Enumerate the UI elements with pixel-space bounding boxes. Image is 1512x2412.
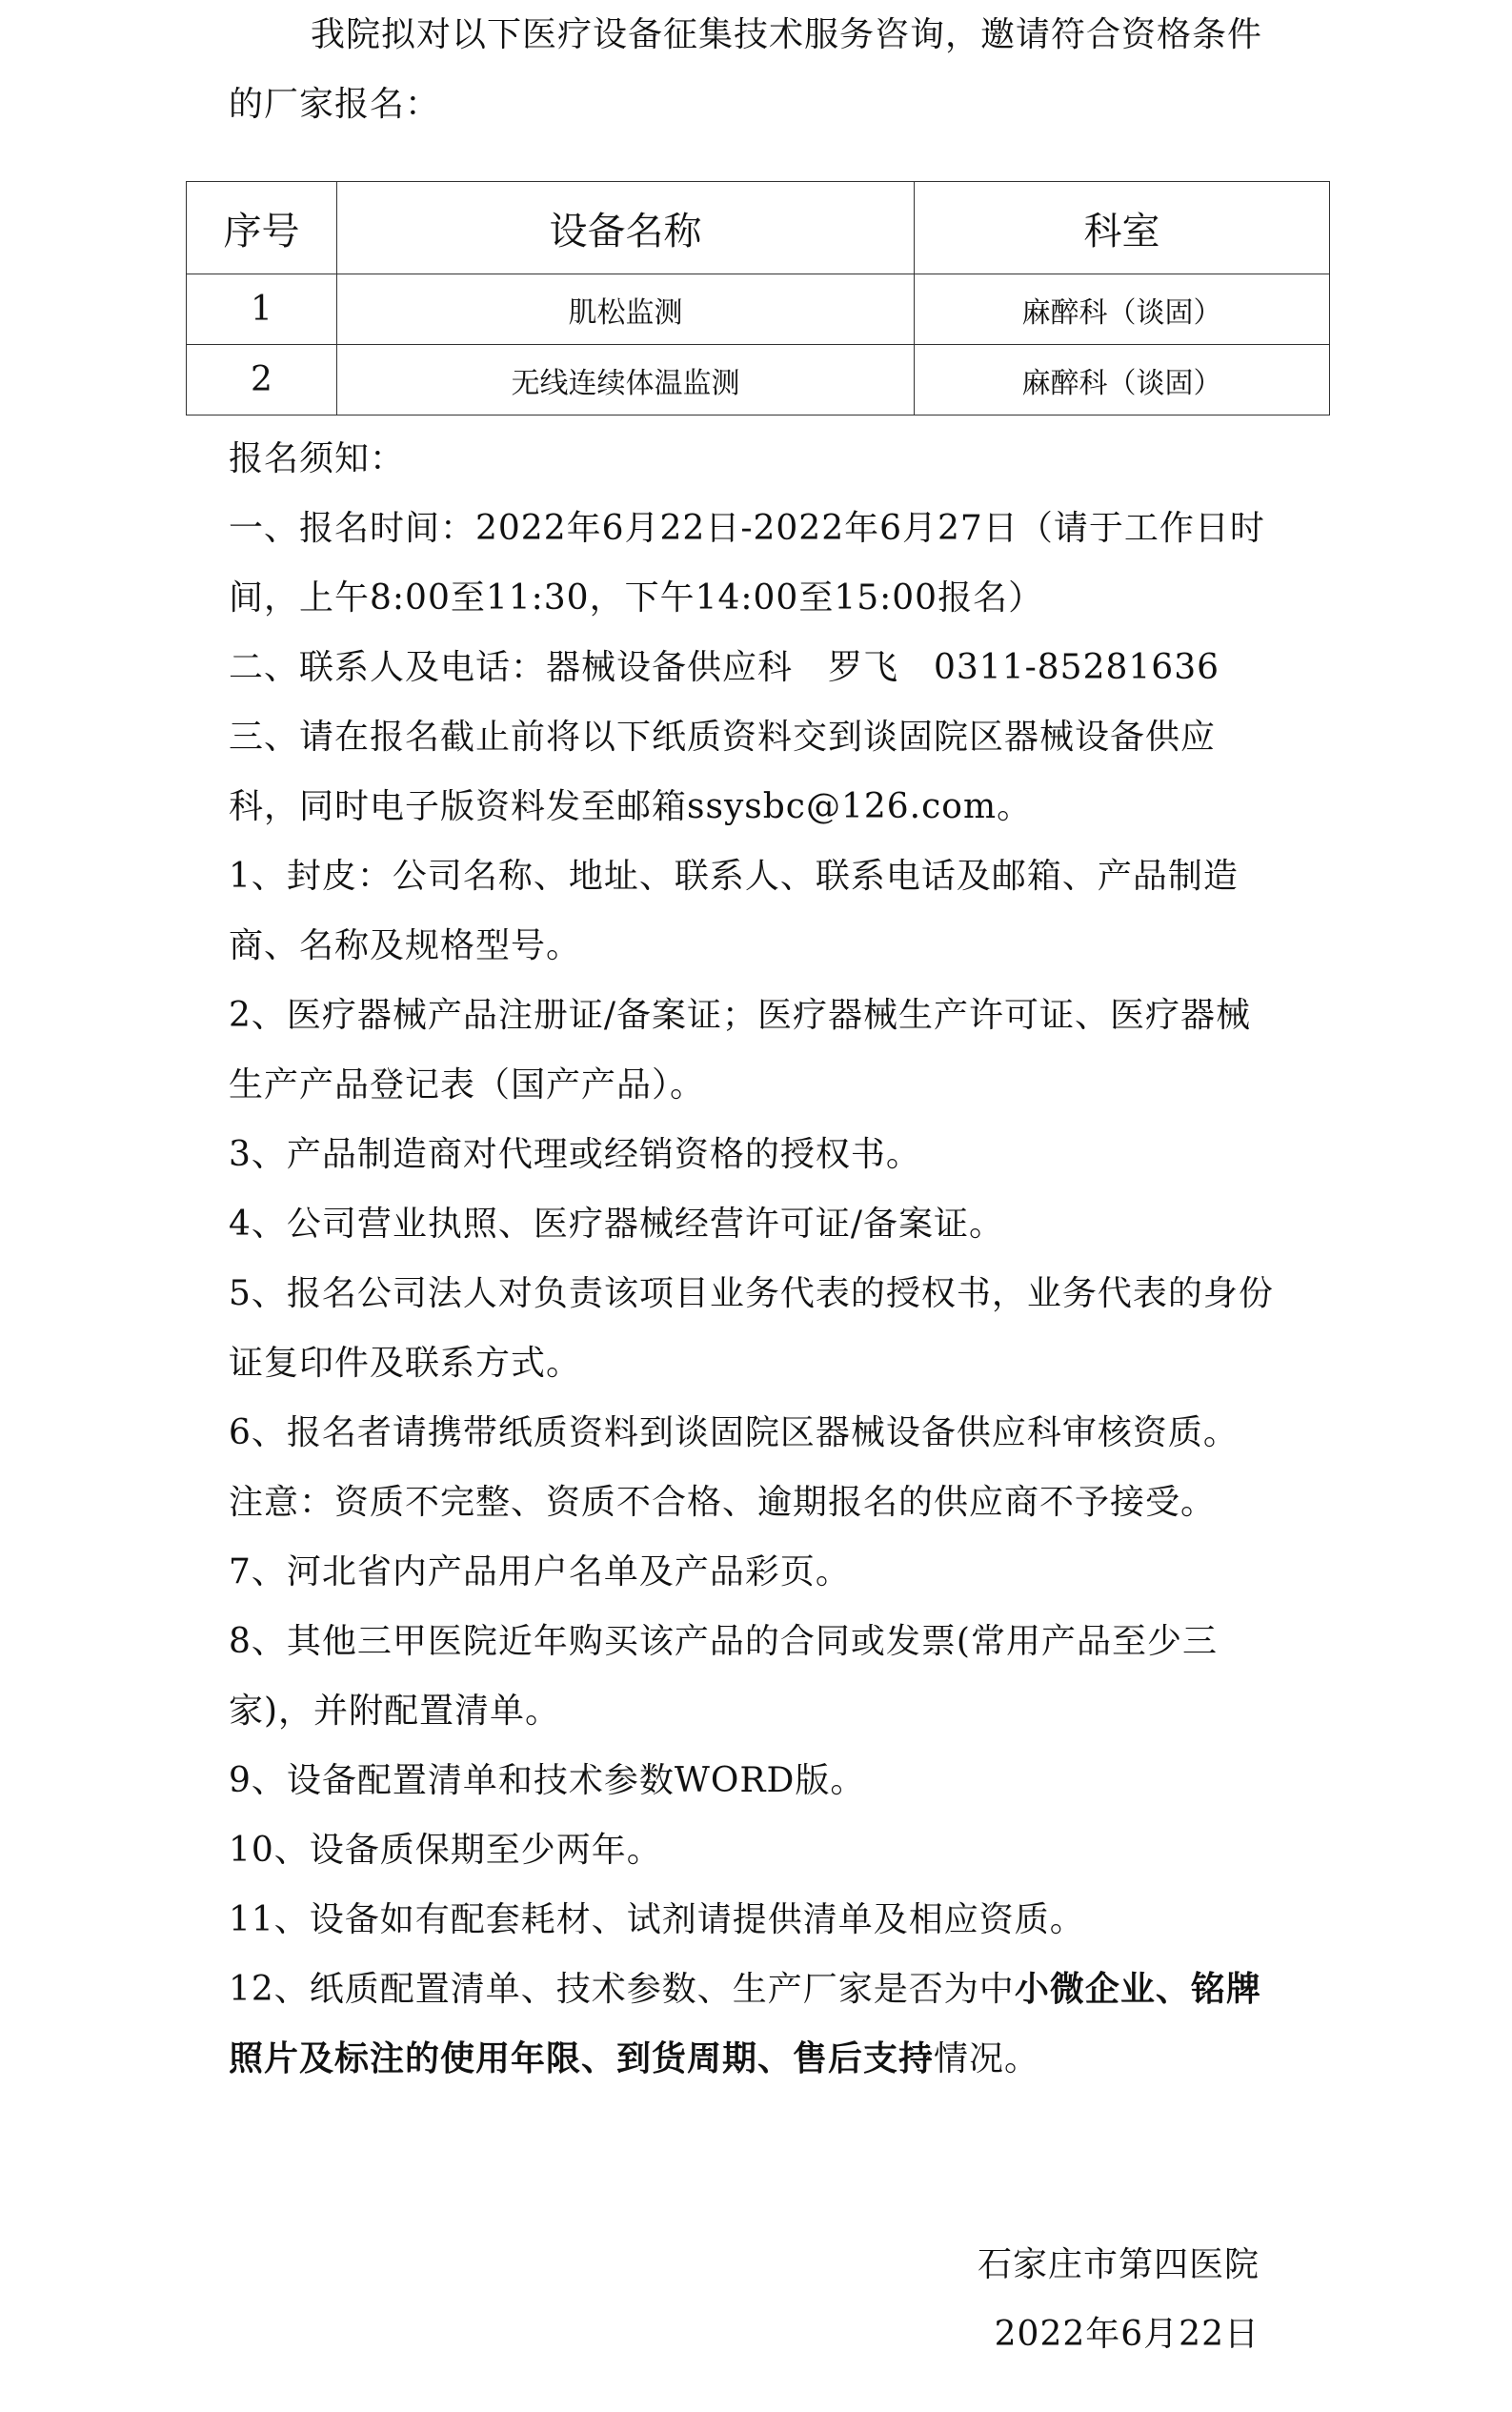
header-department: 科室 bbox=[915, 182, 1330, 274]
header-equipment-name: 设备名称 bbox=[337, 182, 915, 274]
equipment-table bbox=[186, 181, 1330, 416]
notice-item-9: 9、设备配置清单和技术参数WORD版。 bbox=[229, 1761, 866, 1800]
notice-item-11: 11、设备如有配套耗材、试剂请提供清单及相应资质。 bbox=[229, 1900, 1085, 1939]
notice-heading: 报名须知： bbox=[229, 439, 406, 478]
notice-note: 注意：资质不完整、资质不合格、逾期报名的供应商不予接受。 bbox=[229, 1483, 1217, 1522]
notice-item-8: 8、其他三甲医院近年购买该产品的合同或发票(常用产品至少三家)，并附配置清单。 bbox=[229, 1622, 1218, 1731]
notice-item-time: 一、报名时间：2022年6月22日-2022年6月27日（请于工作日时间，上午8:00至11:30，下午14:00至15:00报名） bbox=[229, 509, 1265, 618]
row-serial: 2 bbox=[187, 345, 337, 416]
intro-paragraph: 我院拟对以下医疗设备征集技术服务咨询，邀请符合资格条件的厂家报名： bbox=[229, 15, 1263, 124]
row-department: 麻醉科（谈固） bbox=[915, 274, 1330, 345]
notice-item-1: 1、封皮：公司名称、地址、联系人、联系电话及邮箱、产品制造商、名称及规格型号。 bbox=[229, 857, 1239, 965]
notice-item-4: 4、公司营业执照、医疗器械经营许可证/备案证。 bbox=[229, 1205, 1005, 1244]
table-row bbox=[187, 274, 1330, 345]
table-header-row bbox=[187, 182, 1330, 274]
row-serial: 1 bbox=[187, 274, 337, 345]
notice-item-6: 6、报名者请携带纸质资料到谈固院区器械设备供应科审核资质。 bbox=[229, 1413, 1239, 1452]
item12-suffix: 情况。 bbox=[934, 2039, 1040, 2078]
row-equipment-name: 肌松监测 bbox=[337, 274, 915, 345]
notice-item-3: 3、产品制造商对代理或经销资格的授权书。 bbox=[229, 1135, 921, 1174]
signature-org: 石家庄市第四医院 bbox=[977, 2245, 1260, 2284]
notice-item-12 bbox=[229, 1955, 1277, 2094]
notice-item-5: 5、报名公司法人对负责该项目业务代表的授权书，业务代表的身份证复印件及联系方式。 bbox=[229, 1274, 1274, 1383]
notice-section bbox=[229, 424, 1277, 2094]
notice-item-7: 7、河北省内产品用户名单及产品彩页。 bbox=[229, 1552, 851, 1591]
notice-item-2: 2、医疗器械产品注册证/备案证；医疗器械生产许可证、医疗器械生产产品登记表（国产产品）。 bbox=[229, 996, 1252, 1105]
header-serial: 序号 bbox=[187, 182, 337, 274]
row-department: 麻醉科（谈固） bbox=[915, 345, 1330, 416]
table-row bbox=[187, 345, 1330, 416]
notice-item-contact: 二、联系人及电话：器械设备供应科 罗飞 0311-85281636 bbox=[229, 648, 1220, 687]
row-equipment-name: 无线连续体温监测 bbox=[337, 345, 915, 416]
item12-bold-text: 小微企业、铭牌照片及标注的使用年限、到货周期、售后支持 bbox=[229, 1969, 1261, 2078]
notice-item-10: 10、设备质保期至少两年。 bbox=[229, 1831, 662, 1870]
notice-item-submission: 三、请在报名截止前将以下纸质资料交到谈固院区器械设备供应科，同时电子版资料发至邮箱ssysbc@126.com。 bbox=[229, 718, 1217, 826]
item12-prefix: 12、纸质配置清单、技术参数、生产厂家是否为中 bbox=[229, 1970, 1015, 2009]
signature-date: 2022年6月22日 bbox=[994, 2315, 1260, 2354]
